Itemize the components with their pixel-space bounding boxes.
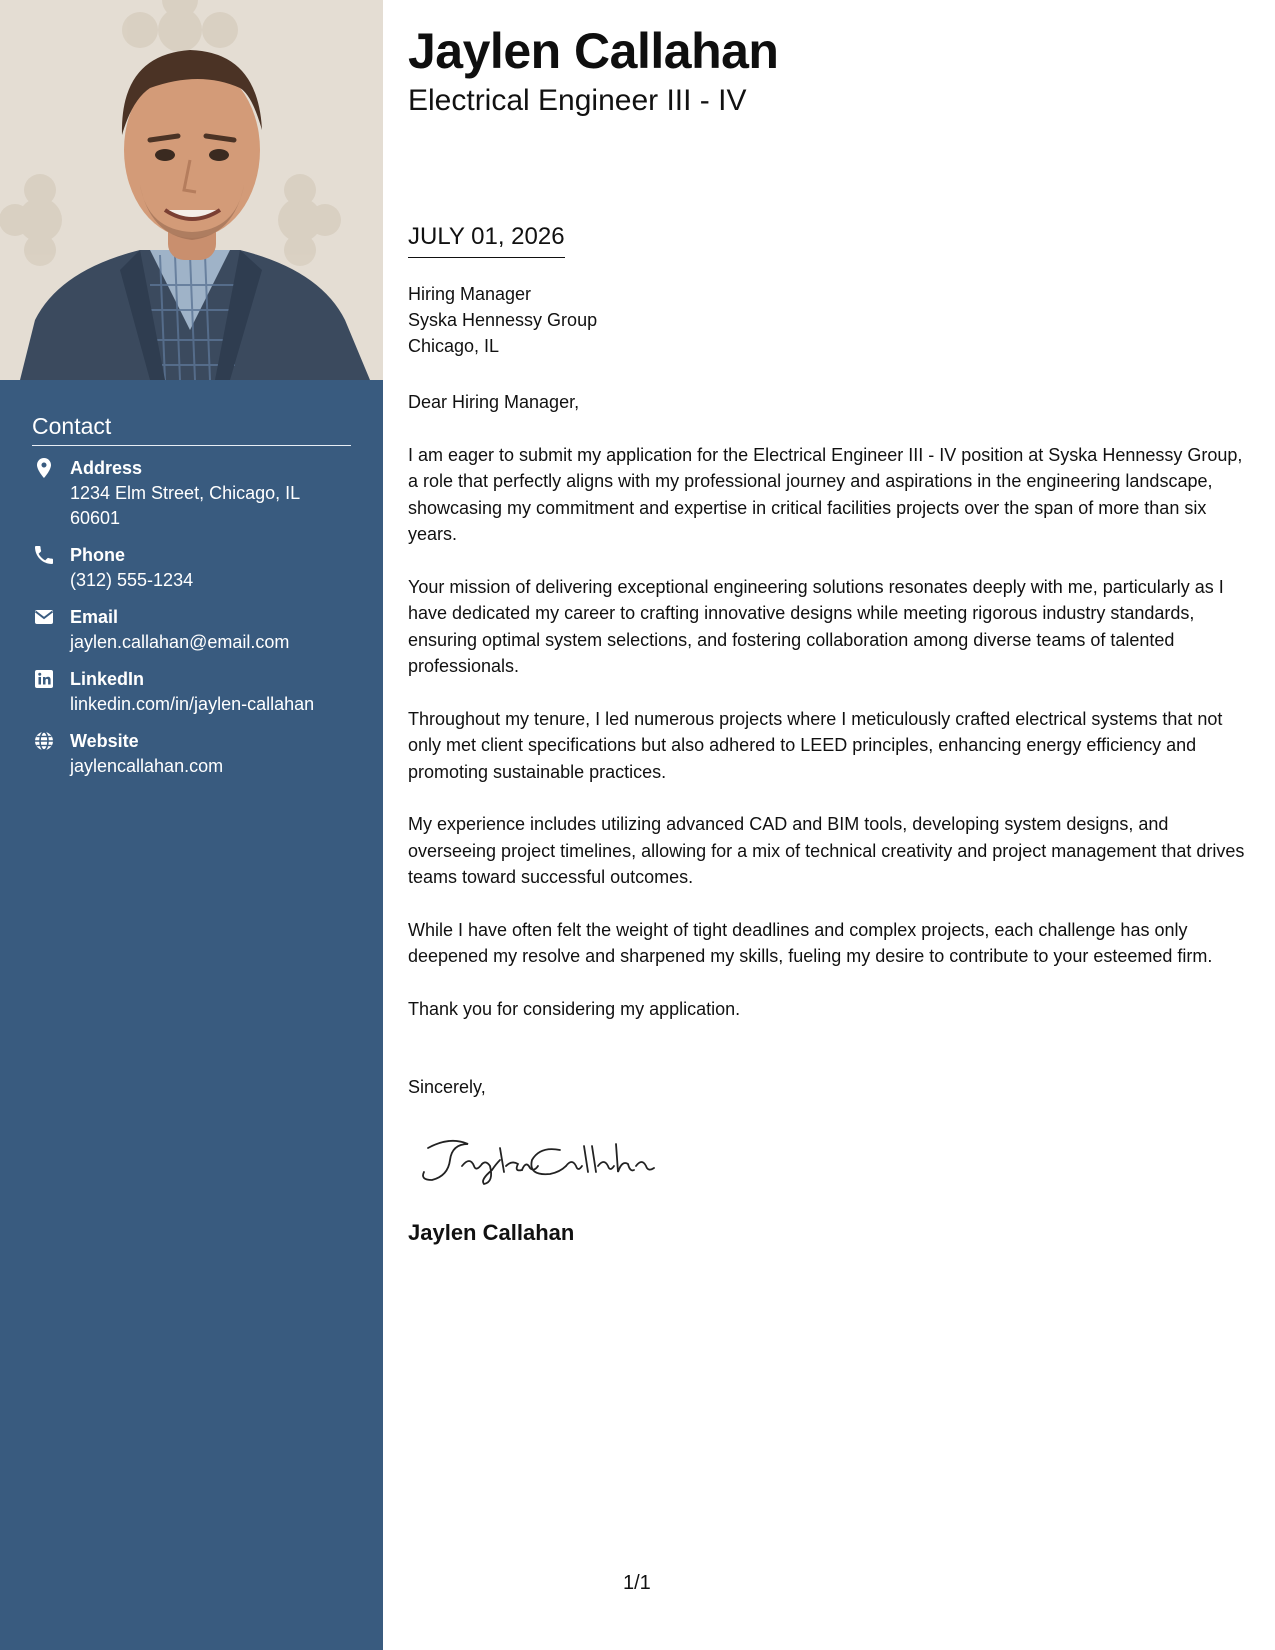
recipient-location: Chicago, IL: [408, 336, 500, 356]
contact-label: LinkedIn: [70, 669, 145, 689]
contact-linkedin: [32, 667, 351, 717]
address-value: 1234 Elm Street, Chicago, IL 60601: [70, 483, 300, 528]
handwritten-signature: [410, 1130, 670, 1190]
sidebar: [0, 0, 383, 1650]
contact-label: Email: [70, 607, 119, 627]
signed-name: Jaylen Callahan: [408, 1220, 575, 1245]
closing: Sincerely,: [408, 1077, 486, 1097]
letter-content: [408, 389, 1253, 1048]
linkedin-value[interactable]: linkedin.com/in/jaylen-callahan: [70, 694, 315, 714]
profile-photo: [0, 0, 383, 380]
contact-section: [32, 413, 351, 791]
recipient-block: [408, 281, 597, 359]
letter-date: JULY 01, 2026: [408, 223, 565, 258]
website-value[interactable]: jaylencallahan.com: [70, 756, 224, 776]
phone-icon: [32, 543, 56, 567]
contact-label: Phone: [70, 545, 126, 565]
contact-heading: Contact: [32, 413, 351, 446]
paragraph: Throughout my tenure, I led numerous projects where I meticulously crafted electrical systems that not only met client specifications but also adhered to LEED principles, enhancing energy efficiency and promoting sustainable practices.: [408, 708, 1223, 782]
contact-phone: [32, 543, 351, 593]
recipient-company: Syska Hennessy Group: [408, 310, 598, 330]
contact-label: Website: [70, 731, 139, 751]
applicant-name: Jaylen Callahan: [408, 23, 779, 79]
contact-address: [32, 456, 351, 531]
page-number: 1/1: [623, 1572, 651, 1594]
phone-value: (312) 555-1234: [70, 570, 194, 590]
recipient-title: Hiring Manager: [408, 284, 532, 304]
salutation: Dear Hiring Manager,: [408, 392, 580, 412]
applicant-role: Electrical Engineer III - IV: [408, 84, 747, 117]
paragraph: Thank you for considering my application.: [408, 998, 741, 1019]
envelope-icon: [32, 605, 56, 629]
paragraph: Your mission of delivering exceptional engineering solutions resonates deeply with me, particularly as I have dedicated my career to crafting innovative designs while meeting rigorous industry standards, ensuring optimal system selections, and fostering collaboration among diverse teams of talented professionals.: [408, 576, 1224, 676]
paragraph: My experience includes utilizing advanced CAD and BIM tools, developing system designs, and overseeing project timelines, allowing for a mix of technical creativity and project management that drives teams toward successful outcomes.: [408, 814, 1245, 887]
location-pin-icon: [32, 456, 56, 480]
contact-email: [32, 605, 351, 655]
paragraph: I am eager to submit my application for the Electrical Engineer III - IV position at Syska Hennessy Group, a role that perfectly aligns with my professional journey and aspirations in the engineering landscape, showcasing my commitment and expertise in critical facilities projects over the span of more than six years.: [408, 444, 1243, 544]
paragraph: While I have often felt the weight of tight deadlines and complex projects, each challenge has only deepened my resolve and sharpened my skills, fueling my desire to contribute to your esteemed firm.: [408, 919, 1213, 966]
email-value[interactable]: jaylen.callahan@email.com: [70, 632, 290, 652]
contact-website: [32, 729, 351, 779]
globe-icon: [32, 729, 56, 753]
contact-label: Address: [70, 458, 143, 478]
linkedin-icon: [32, 667, 56, 691]
